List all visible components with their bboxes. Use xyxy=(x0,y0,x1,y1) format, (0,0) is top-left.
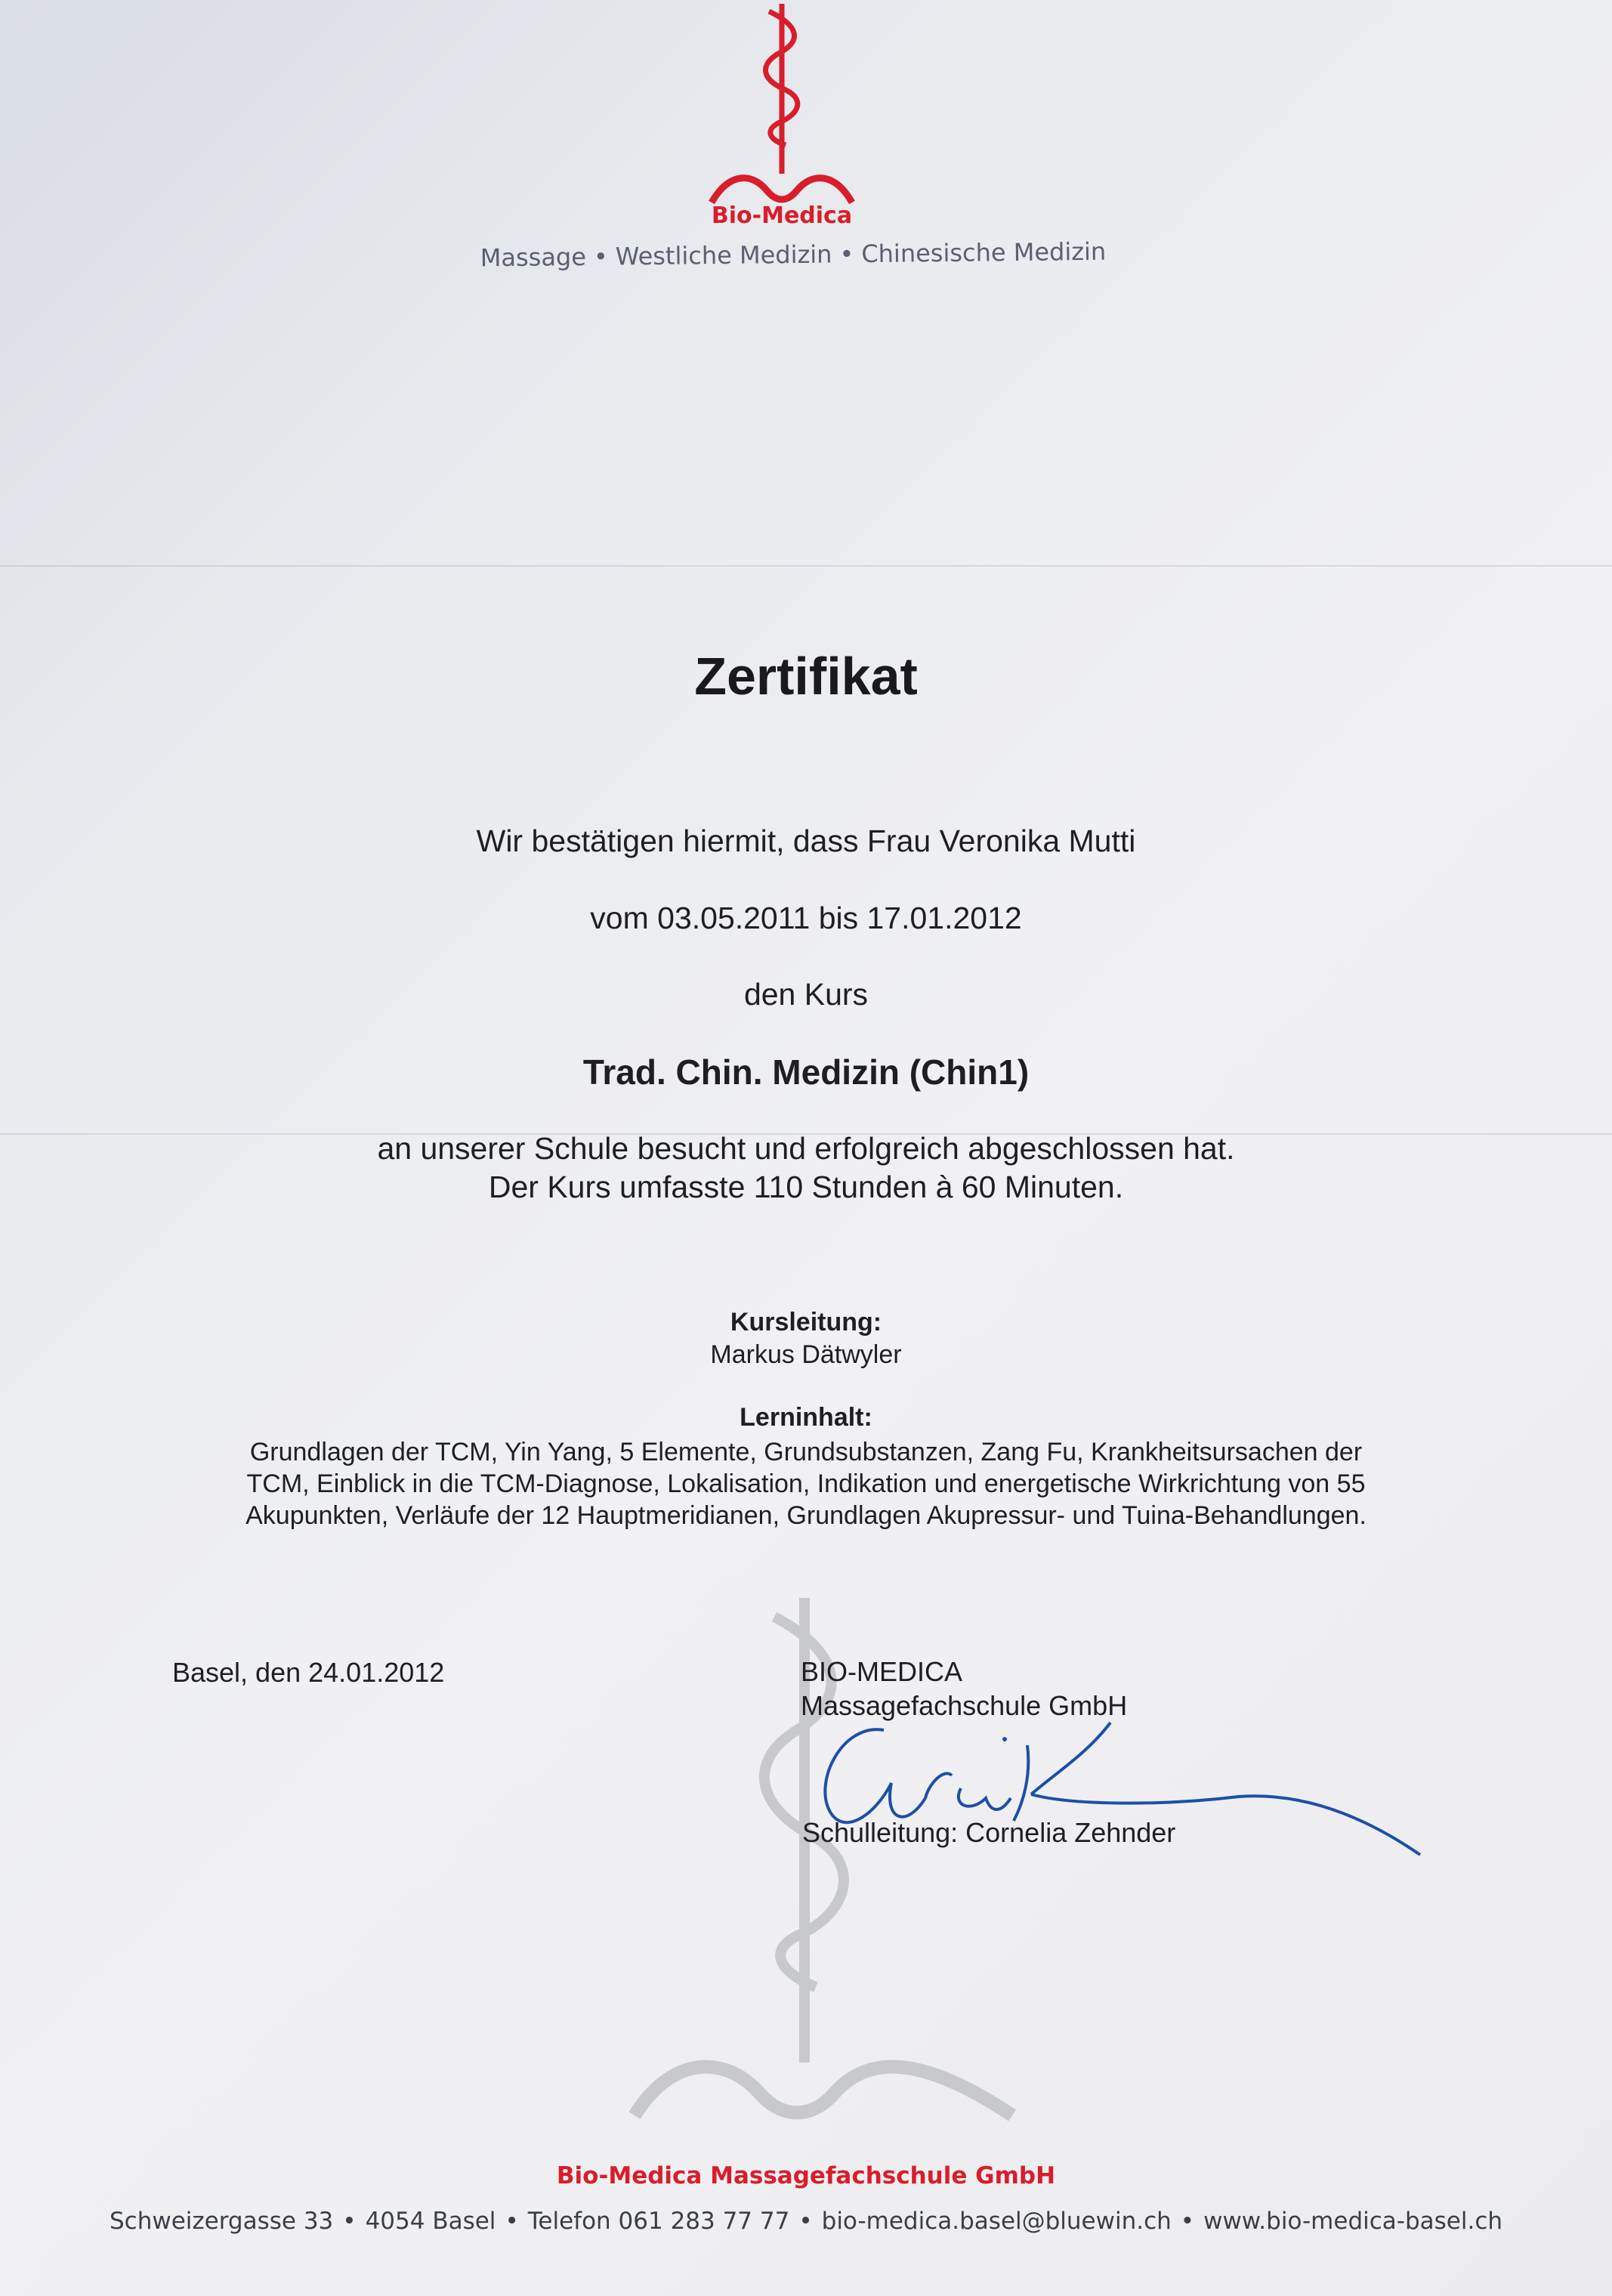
completion-line: an unserer Schule besucht und erfolgreich abgeschlossen hat. xyxy=(377,1131,1235,1166)
certificate-title: Zertifikat xyxy=(694,647,918,706)
place-date: Basel, den 24.01.2012 xyxy=(172,1657,445,1688)
organization-type: Massagefachschule GmbH xyxy=(801,1690,1128,1721)
tagline-item: Chinesische Medizin xyxy=(861,236,1107,269)
school-head: Schulleitung: Cornelia Zehnder xyxy=(802,1817,1176,1848)
footer-address: Schweizergasse 33 xyxy=(109,2208,334,2235)
footer-company-name: Bio-Medica Massagefachschule GmbH xyxy=(556,2162,1056,2189)
footer-email: bio-medica.basel@bluewin.ch xyxy=(821,2208,1172,2235)
paper-fold xyxy=(0,565,1612,567)
course-name: Trad. Chin. Medizin (Chin1) xyxy=(582,1052,1030,1092)
course-intro-line: den Kurs xyxy=(743,977,869,1012)
footer-website: www.bio-medica-basel.ch xyxy=(1203,2208,1503,2235)
hours-line: Der Kurs umfasste 110 Stunden à 60 Minuten. xyxy=(488,1170,1124,1204)
bio-medica-logo xyxy=(695,0,869,229)
tagline-item: Massage xyxy=(480,242,587,273)
confirmation-line: Wir bestätigen hiermit, dass Frau Veronika Mutti xyxy=(476,824,1136,858)
organization-name: BIO-MEDICA xyxy=(801,1656,963,1687)
instructor-label: Kursleitung: xyxy=(730,1308,882,1337)
tagline-item: Westliche Medizin xyxy=(615,239,832,271)
brand-name: Bio-Medica xyxy=(711,202,853,229)
footer-contact: Schweizergasse 33 • 4054 Basel • Telefon 061 283 77 77 • bio-medica.basel@bluewin.ch • www.bio-medica-basel.ch xyxy=(109,2208,1503,2235)
date-range-line: vom 03.05.2011 bis 17.01.2012 xyxy=(590,901,1022,935)
footer-phone: Telefon 061 283 77 77 xyxy=(527,2208,790,2235)
content-text-line: Grundlagen der TCM, Yin Yang, 5 Elemente, Grundsubstanzen, Zang Fu, Krankheitsursachen der xyxy=(249,1438,1363,1466)
caduceus-icon xyxy=(695,0,869,219)
footer-city: 4054 Basel xyxy=(365,2208,496,2235)
content-text-line: Akupunkten, Verläufe der 12 Hauptmeridianen, Grundlagen Akupressur- und Tuina-Behandlungen. xyxy=(246,1501,1366,1530)
content-label: Lerninhalt: xyxy=(740,1403,872,1432)
tagline: Massage • Westliche Medizin • Chinesische Medizin xyxy=(480,236,1107,273)
instructor-name: Markus Dätwyler xyxy=(710,1340,902,1369)
content-text-line: TCM, Einblick in die TCM-Diagnose, Lokalisation, Indikation und energetische Wirkrichtung von 55 xyxy=(246,1469,1366,1498)
